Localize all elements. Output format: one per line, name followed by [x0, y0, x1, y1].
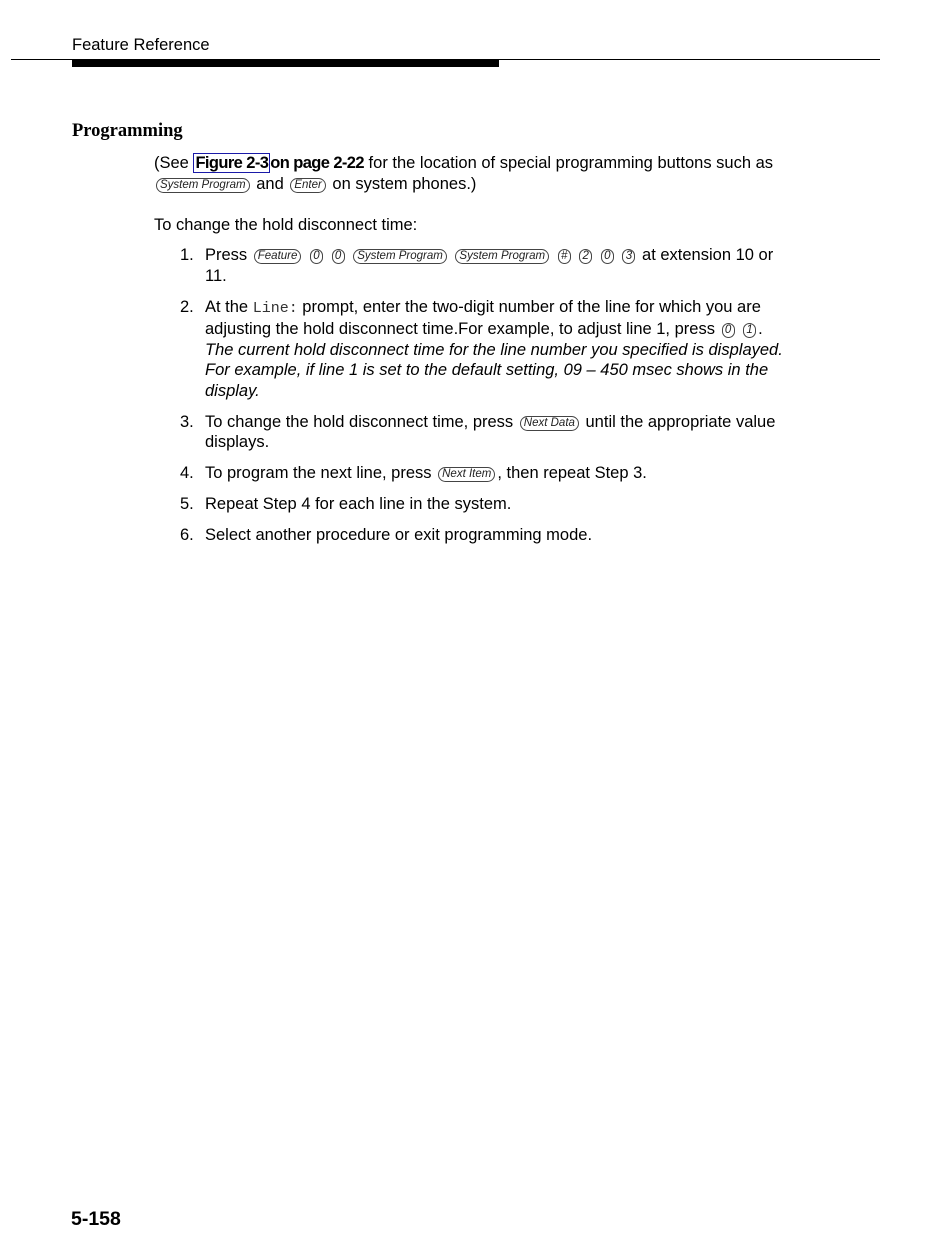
digit-0-key: 0 — [310, 249, 323, 264]
step-text: At the — [205, 297, 253, 316]
page-reference-link[interactable]: on page 2-22 — [270, 154, 364, 172]
step-3 — [154, 412, 784, 453]
display-prompt: Line: — [252, 299, 298, 317]
step-text: To program the next line, press — [205, 464, 437, 482]
step-number: 5. — [180, 495, 194, 513]
step-number: 2. — [180, 297, 194, 316]
system-program-key: System Program — [353, 249, 447, 264]
step-result-note: The current hold disconnect time for the line number you specified is displayed. For example, if line 1 is set to the default setting, 09 – 450 msec shows in the display. — [205, 340, 783, 400]
header-bar — [72, 60, 499, 67]
step-number: 6. — [180, 526, 194, 544]
digit-0-key: 0 — [722, 323, 735, 338]
pound-key: # — [558, 249, 571, 264]
step-text: prompt, enter the two-digit number of the line for which you are adjusting the hold disconnect time.For example, to adjust line 1, press — [205, 297, 761, 338]
intro-text: (See — [154, 154, 194, 172]
procedure-steps — [154, 245, 784, 556]
digit-1-key: 1 — [743, 323, 756, 338]
step-text: To change the hold disconnect time, press — [205, 412, 518, 431]
next-data-key: Next Data — [520, 416, 579, 431]
step-2 — [154, 297, 784, 402]
procedure-lead: To change the hold disconnect time: — [154, 216, 418, 234]
next-item-key: Next Item — [438, 467, 495, 482]
intro-text: on system phones.) — [327, 174, 477, 193]
feature-key: Feature — [254, 249, 302, 264]
digit-0-key: 0 — [332, 249, 345, 264]
step-text: at extension 10 or 11. — [205, 246, 774, 285]
digit-3-key: 3 — [622, 249, 635, 264]
step-5 — [154, 494, 784, 515]
step-text: Press — [205, 246, 252, 264]
step-text: , then repeat Step 3. — [497, 464, 647, 482]
running-header: Feature Reference — [72, 36, 210, 54]
step-text: until the appropriate value displays. — [205, 412, 776, 451]
step-number: 3. — [180, 412, 194, 431]
step-text: . — [758, 320, 763, 338]
step-1 — [154, 245, 784, 286]
system-program-key: System Program — [156, 178, 250, 193]
enter-key: Enter — [290, 178, 326, 193]
intro-text: and — [251, 174, 289, 193]
intro-text: for the location of special programming buttons such as — [363, 154, 774, 172]
digit-0-key: 0 — [601, 249, 614, 264]
digit-2-key: 2 — [579, 249, 592, 264]
step-text: Repeat Step 4 for each line in the system. — [205, 495, 512, 513]
section-heading: Programming — [72, 121, 183, 141]
step-4 — [154, 463, 784, 484]
step-number: 4. — [180, 464, 194, 482]
step-6 — [154, 525, 784, 546]
figure-link[interactable]: Figure 2-3 — [195, 154, 269, 172]
system-program-key: System Program — [455, 249, 549, 264]
step-number: 1. — [180, 246, 194, 264]
page-number: 5-158 — [71, 1208, 121, 1230]
step-text: Select another procedure or exit programming mode. — [205, 526, 593, 544]
intro-paragraph — [154, 153, 784, 194]
